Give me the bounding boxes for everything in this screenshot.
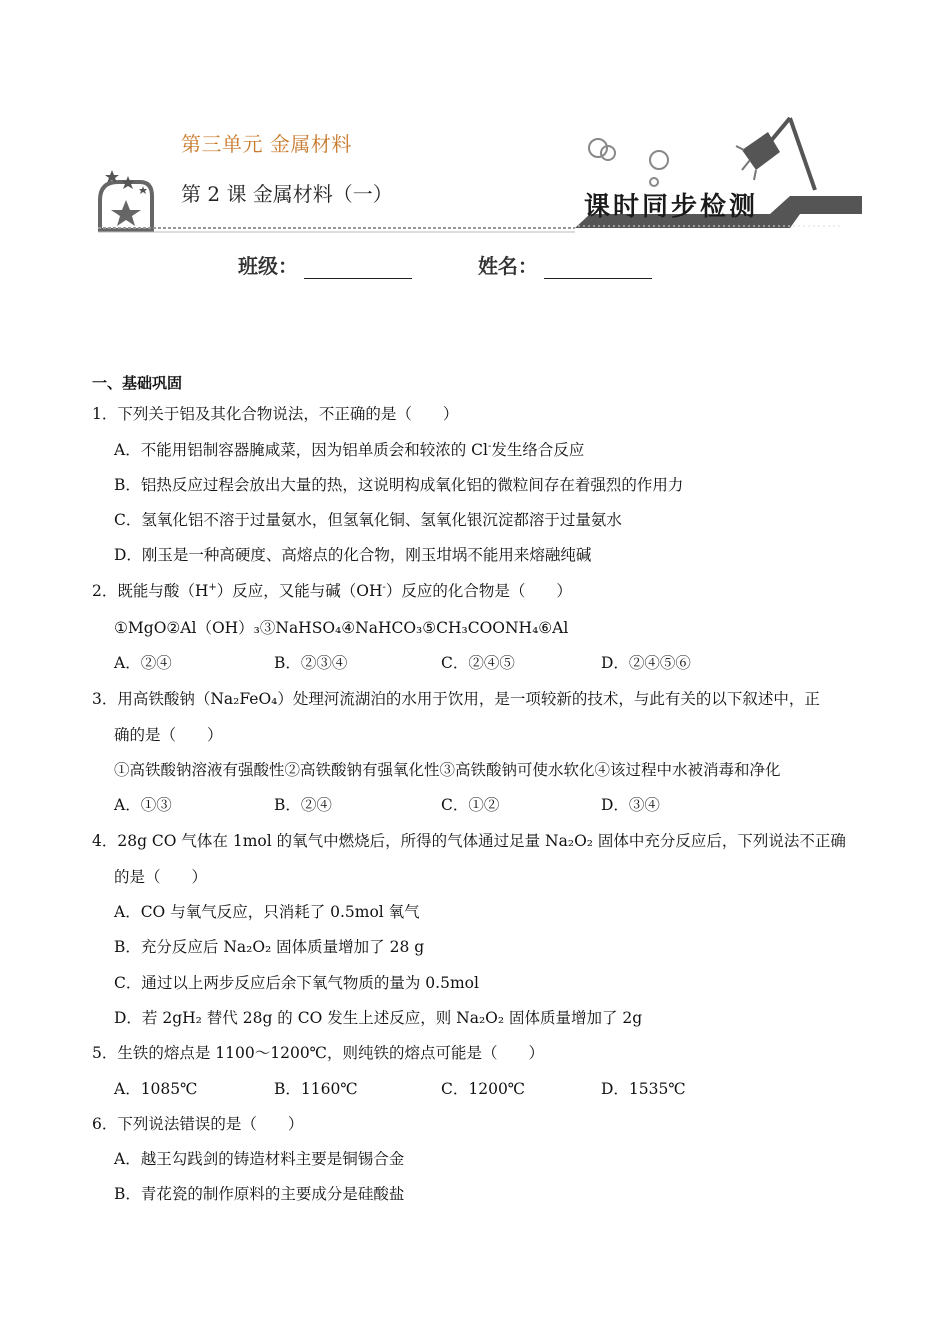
q5-option-c: C．1200℃ <box>441 1080 526 1098</box>
q5-option-b: B．1160℃ <box>274 1080 358 1098</box>
q2-option-d: D．②④⑤⑥ <box>601 654 691 672</box>
question-6: 6．下列说法错误的是（ ） <box>92 1115 304 1133</box>
question-1: 1．下列关于铝及其化合物说法，不正确的是（ ） <box>92 405 459 423</box>
banner-title: 课时同步检测 <box>584 192 759 222</box>
q4-option-a: A．CO 与氧气反应，只消耗了 0.5mol 氧气 <box>114 903 420 921</box>
q4-option-b: B．充分反应后 Na₂O₂ 固体质量增加了 28 g <box>114 938 425 956</box>
q3-option-a: A．①③ <box>114 796 172 814</box>
question-3-cont: 确的是（ ） <box>114 726 223 744</box>
section-title: 一、基础巩固 <box>92 374 183 392</box>
name-field[interactable] <box>544 258 652 279</box>
q4-option-c: C．通过以上两步反应后余下氧气物质的量为 0.5mol <box>114 974 479 992</box>
q3-items: ①高铁酸钠溶液有强酸性②高铁酸钠有强氧化性③高铁酸钠可使水软化④该过程中水被消毒和净化 <box>114 761 781 779</box>
q4-option-d: D．若 2gH₂ 替代 28g 的 CO 发生上述反应，则 Na₂O₂ 固体质量增加了 2g <box>114 1009 643 1027</box>
q6-option-a: A．越王勾践剑的铸造材料主要是铜锡合金 <box>114 1150 405 1168</box>
desk-lamp-icon <box>736 118 815 190</box>
unit-title: 第三单元 金属材料 <box>181 132 352 156</box>
class-label: 班级： <box>238 254 298 278</box>
name-label: 姓名： <box>477 254 538 278</box>
q3-option-d: D．③④ <box>601 796 660 814</box>
q5-option-a: A．1085℃ <box>114 1080 198 1098</box>
q1-option-d: D．刚玉是一种高硬度、高熔点的化合物，刚玉坩埚不能用来熔融纯碱 <box>114 546 592 564</box>
star-badge-icon <box>100 170 152 230</box>
q6-option-b: B．青花瓷的制作原料的主要成分是硅酸盐 <box>114 1185 405 1203</box>
q1-option-a: A．不能用铝制容器腌咸菜，因为铝单质会和较浓的 Cl-发生络合反应 <box>114 440 585 459</box>
q1-option-c: C．氢氧化铝不溶于过量氨水，但氢氧化铜、氢氧化银沉淀都溶于过量氨水 <box>114 511 622 529</box>
student-fields <box>238 250 652 279</box>
q5-option-d: D．1535℃ <box>601 1080 686 1098</box>
question-3: 3．用高铁酸钠（Na₂FeO₄）处理河流湖泊的水用于饮用，是一项较新的技术，与此有关的以下叙述中，正 <box>92 690 820 708</box>
q1-option-b: B．铝热反应过程会放出大量的热，这说明构成氧化铝的微粒间存在着强烈的作用力 <box>114 476 684 494</box>
q2-items: ①MgO②Al（OH）₃③NaHSO₄④NaHCO₃⑤CH₃COONH₄⑥Al <box>114 619 569 637</box>
lesson-title: 第 2 课 金属材料（一） <box>181 182 393 206</box>
q3-option-c: C．①② <box>441 796 500 814</box>
question-2: 2．既能与酸（H+）反应，又能与碱（OH-）反应的化合物是（ ） <box>92 581 572 600</box>
question-5: 5．生铁的熔点是 1100～1200℃，则纯铁的熔点可能是（ ） <box>92 1044 545 1062</box>
q2-option-b: B．②③④ <box>274 654 348 672</box>
question-4-cont: 的是（ ） <box>114 868 208 886</box>
bubble-decoration-icon <box>589 139 668 186</box>
class-field[interactable] <box>304 258 412 279</box>
question-4: 4．28g CO 气体在 1mol 的氧气中燃烧后，所得的气体通过足量 Na₂O₂ 固体中充分反应后，下列说法不正确 <box>92 832 846 850</box>
q3-option-b: B．②④ <box>274 796 332 814</box>
q2-option-a: A．②④ <box>114 654 172 672</box>
q2-option-c: C．②④⑤ <box>441 654 515 672</box>
